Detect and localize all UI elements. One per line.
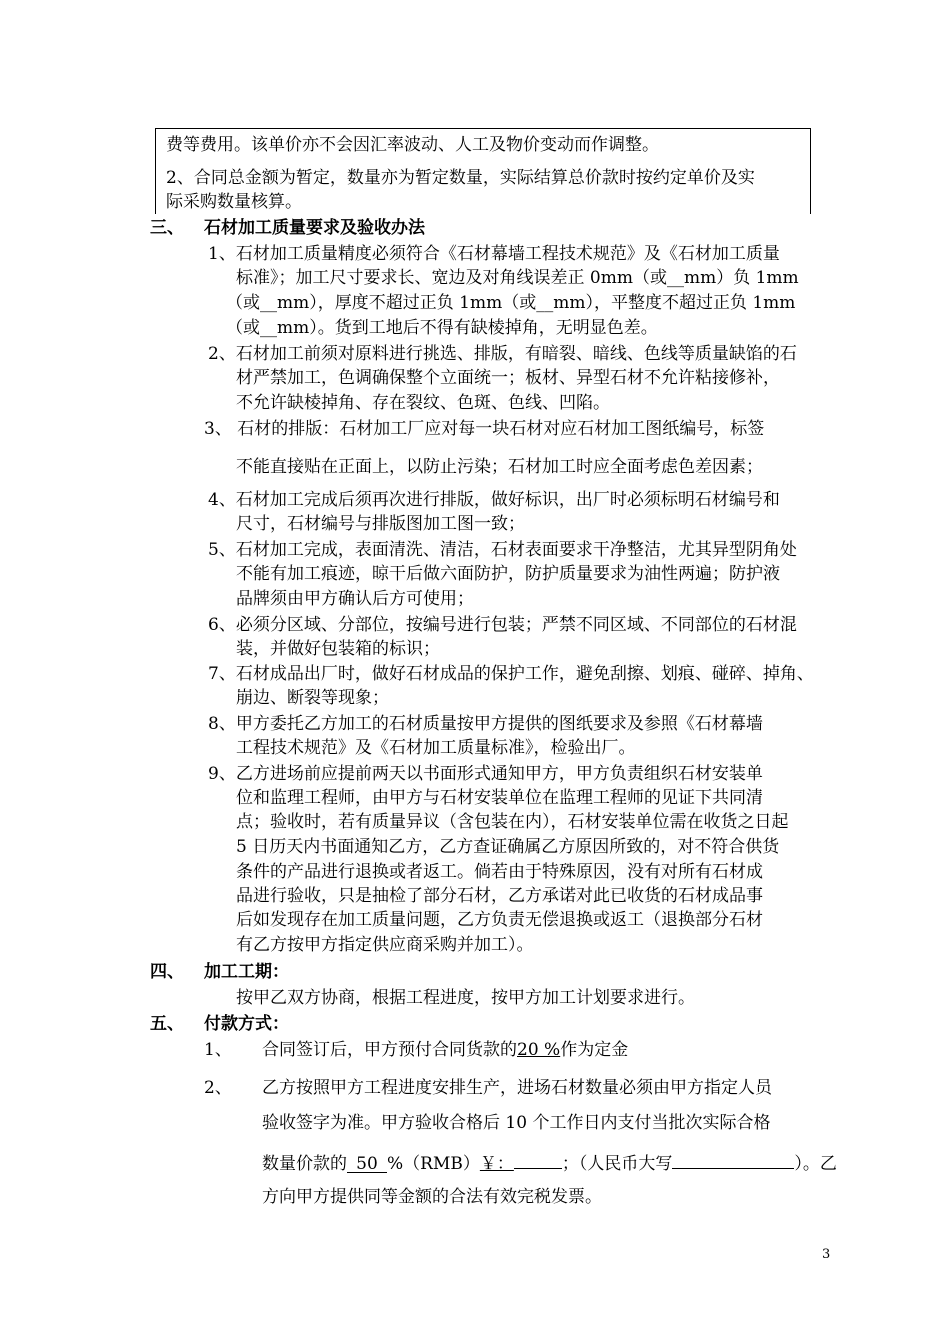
s3-line: 条件的产品进行退换或者返工。倘若由于特殊原因，没有对所有石材成 [236, 862, 763, 882]
payment-text-end: ）。乙 [794, 1154, 837, 1174]
rmb-words-blank [672, 1148, 794, 1169]
section-4-number: 四、 [150, 962, 184, 982]
section-3-number: 三、 [150, 218, 184, 238]
s3-line: 5、石材加工完成，表面清洗、清洁，石材表面要求干净整洁，尤其异型阴角处 [208, 540, 797, 560]
payment-item-2-line-3 [262, 1148, 837, 1176]
box-line-2: 2、合同总金额为暂定，数量亦为暂定数量，实际结算总价款时按约定单价及实 [166, 168, 755, 188]
s3-line: 装，并做好包装箱的标识； [236, 639, 440, 659]
s3-line: 标准》；加工尺寸要求长、宽边及对角线误差正 0mm（或__mm）负 1mm [236, 268, 799, 288]
s3-line: （或__mm）。货到工地后不得有缺棱掉角，无明显色差。 [226, 318, 658, 338]
yen-amount-label: ￥： [479, 1154, 514, 1174]
payment-item-2-number: 2、 [204, 1078, 232, 1098]
s3-line: 4、石材加工完成后须再次进行排版，做好标识，出厂时必须标明石材编号和 [208, 490, 780, 510]
payment-item-1-number: 1、 [204, 1040, 232, 1060]
s3-line: 1、石材加工质量精度必须符合《石材幕墙工程技术规范》及《石材加工质量 [208, 244, 780, 264]
payment-item-2-line-2: 验收签字为准。甲方验收合格后 10 个工作日内支付当批次实际合格 [262, 1113, 771, 1133]
s3-line: 5 日历天内书面通知乙方，乙方查证确属乙方原因所致的，对不符合供货 [236, 837, 780, 857]
page-number: 3 [822, 1247, 831, 1262]
s3-line: （或__mm），厚度不超过正负 1mm（或__mm），平整度不超过正负 1mm [226, 293, 796, 313]
payment-text: 数量价款的 [262, 1154, 347, 1174]
s3-line: 3、 石材的排版：石材加工厂应对每一块石材对应石材加工图纸编号，标签 [204, 419, 765, 439]
s3-line: 后如发现存在加工质量问题，乙方负责无偿退换或返工（退换部分石材 [236, 910, 763, 930]
s3-line: 7、石材成品出厂时，做好石材成品的保护工作，避免刮擦、划痕、碰碎、掉角、 [208, 664, 814, 684]
deposit-percent: 20 % [517, 1040, 561, 1060]
box-line-3: 际采购数量核算。 [166, 192, 302, 212]
payment-item-1 [262, 1038, 628, 1062]
s3-line: 尺寸，石材编号与排版图加工图一致； [236, 514, 525, 534]
payment-item-2-line-1: 乙方按照甲方工程进度安排生产，进场石材数量必须由甲方指定人员 [262, 1078, 772, 1098]
s3-line: 不能有加工痕迹，晾干后做六面防护，防护质量要求为油性两遍；防护液 [236, 564, 780, 584]
payment-item-1-text: 合同签订后，甲方预付合同货款的 [262, 1040, 517, 1060]
section-4-text: 按甲乙双方协商，根据工程进度，按甲方加工计划要求进行。 [236, 988, 695, 1008]
s3-line: 2、石材加工前须对原料进行挑选、排版，有暗裂、暗线、色线等质量缺馅的石 [208, 344, 797, 364]
s3-line: 品进行验收，只是抽检了部分石材，乙方承诺对此已收货的石材成品事 [236, 886, 763, 906]
payment-percent-blank: 50 [347, 1152, 387, 1173]
payment-item-2-line-4: 方向甲方提供同等金额的合法有效完税发票。 [262, 1187, 602, 1207]
section-3-title: 石材加工质量要求及验收办法 [204, 218, 425, 238]
s3-line: 9、乙方进场前应提前两天以书面形式通知甲方，甲方负责组织石材安装单 [208, 764, 763, 784]
payment-item-1-suffix: 作为定金 [560, 1040, 629, 1060]
s3-line: 位和监理工程师，由甲方与石材安装单位在监理工程师的见证下共同清 [236, 788, 763, 808]
s3-line: 材严禁加工，色调确保整个立面统一；板材、异型石材不允许粘接修补， [236, 368, 780, 388]
section-5-number: 五、 [150, 1014, 184, 1034]
payment-rmb-label: %（RMB） [387, 1154, 480, 1174]
s3-line: 8、甲方委托乙方加工的石材质量按甲方提供的图纸要求及参照《石材幕墙 [208, 714, 763, 734]
s3-line: 工程技术规范》及《石材加工质量标准》，检验出厂。 [236, 738, 636, 758]
s3-line: 崩边、断裂等现象； [236, 688, 389, 708]
s3-line: 不允许缺棱掉角、存在裂纹、色斑、色线、凹陷。 [236, 393, 610, 413]
section-5-title: 付款方式： [204, 1014, 289, 1034]
s3-line: 有乙方按甲方指定供应商采购并加工）。 [236, 935, 534, 955]
s3-line: 品牌须由甲方确认后方可使用； [236, 589, 474, 609]
box-line-1: 费等费用。该单价亦不会因汇率波动、人工及物价变动而作调整。 [166, 135, 659, 155]
yen-amount-blank [514, 1148, 562, 1169]
s3-line: 点；验收时，若有质量异议（含包装在内），石材安装单位需在收货之日起 [236, 812, 789, 832]
section-4-title: 加工工期： [204, 962, 289, 982]
s3-line: 不能直接贴在正面上，以防止污染；石材加工时应全面考虑色差因素； [236, 457, 763, 477]
payment-rmb-words-label: ；（人民币大写 [561, 1154, 673, 1174]
s3-line: 6、必须分区域、分部位，按编号进行包装；严禁不同区域、不同部位的石材混 [208, 615, 797, 635]
